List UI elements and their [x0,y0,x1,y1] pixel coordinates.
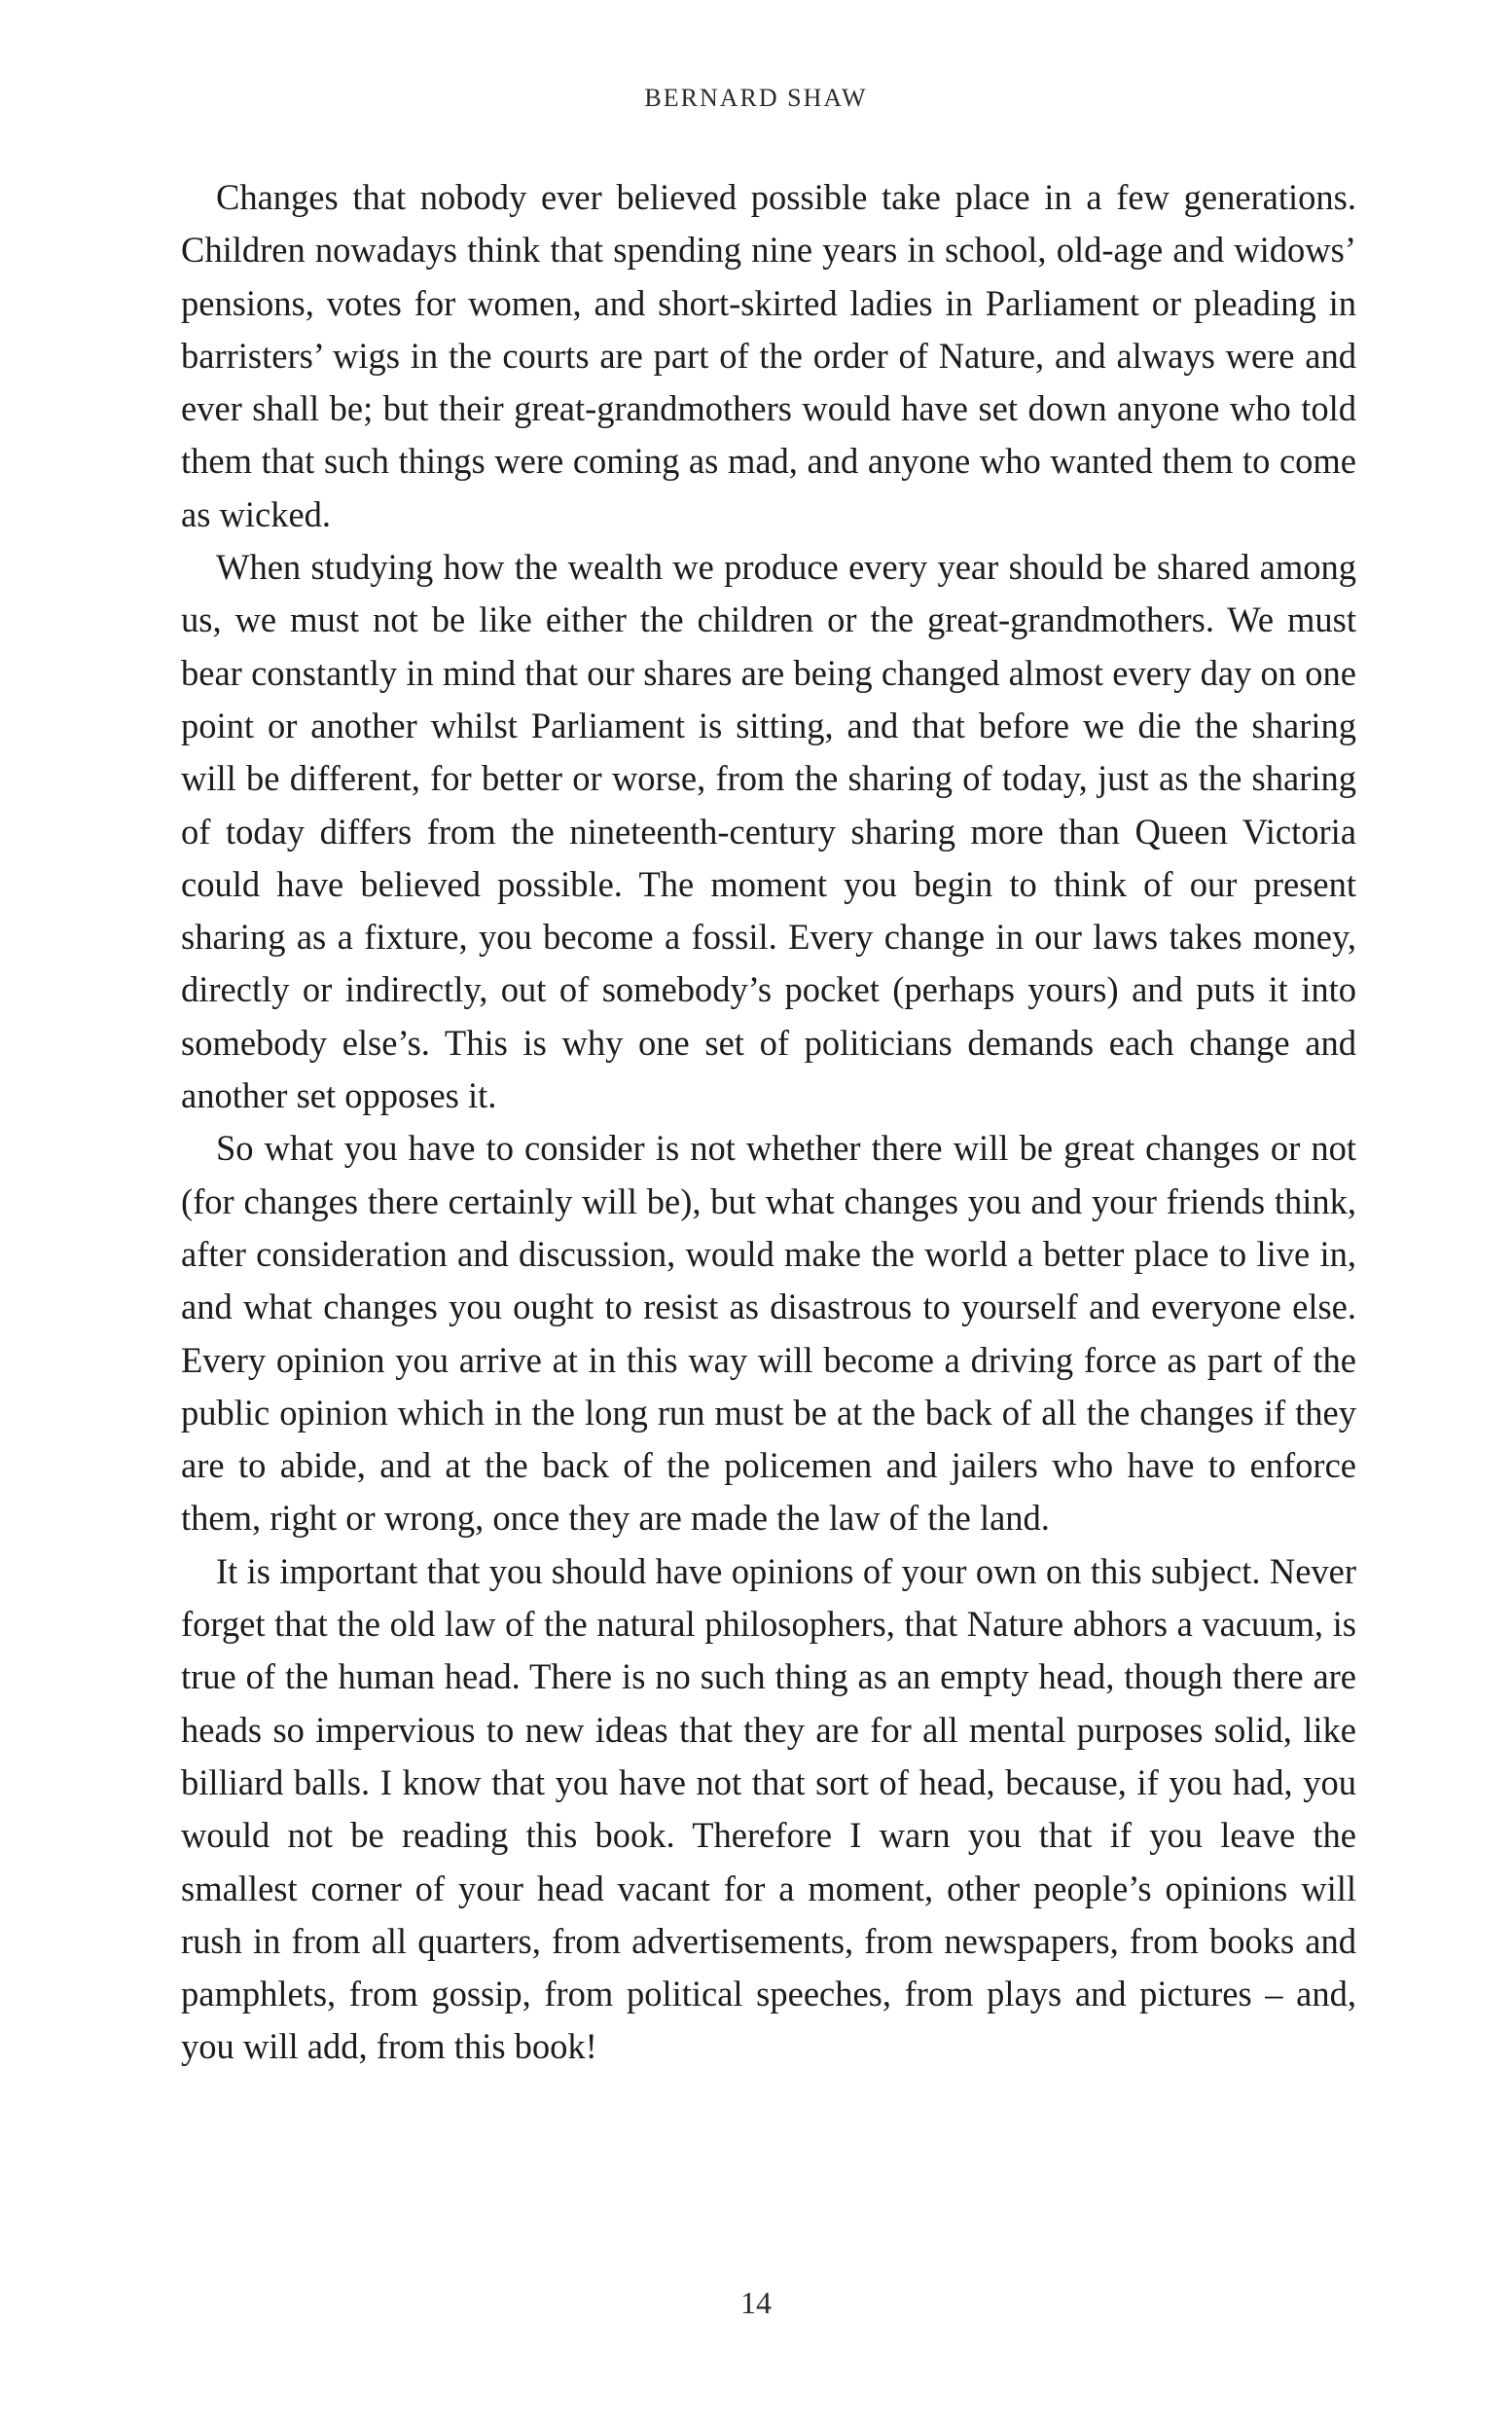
paragraph-1: Changes that nobody ever believed possible take place in a few generations. Children nowadays think that spending nine years in school, old-age and widows’ pensions, votes for women, and short-skirted ladies in Parliament or pleading in barristers’ wigs in the courts are part of the order of Nature, and always were and ever shall be; but their great-grandmothers would have set down anyone who told them that such things were coming as mad, and anyone who wanted them to come as wicked. [181,177,1356,534]
paragraph-4: It is important that you should have opinions of your own on this subject. Never forget that the old law of the natural philosophers, that Nature abhors a vacuum, is true of the human head. There is no such thing as an empty head, though there are heads so impervious to new ideas that they are for all mental purposes solid, like billiard balls. I know that you have not that sort of head, because, if you had, you would not be reading this book. Therefore I warn you that if you leave the smallest corner of your head vacant for a moment, other people’s opinions will rush in from all quarters, from advertisements, from newspapers, from books and pamphlets, from gossip, from political speeches, from plays and pictures – and, you will add, from this book! [181,1550,1356,2067]
body-text [181,171,1356,2074]
page-number: 14 [740,2285,772,2320]
paragraph-3: So what you have to consider is not whether there will be great changes or not (for changes there certainly will be), but what changes you and your friends think, after consideration and discussion, would make the world a better place to live in, and what changes you ought to resist as disastrous to yourself and everyone else. Every opinion you arrive at in this way will become a driving force as part of the public opinion which in the long run must be at the back of all the changes if they are to abide, and at the back of the policemen and jailers who have to enforce them, right or wrong, once they are made the law of the land. [181,1128,1356,1539]
running-head: BERNARD SHAW [644,84,868,112]
paragraph-2: When studying how the wealth we produce every year should be shared among us, we must not be like either the children or the great-grandmothers. We must bear constantly in mind that our shares are being changed almost every day on one point or another whilst Parliament is sitting, and that before we die the sharing will be different, for better or worse, from the sharing of today, just as the sharing of today differs from the nineteenth-century sharing more than Queen Victoria could have believed possible. The moment you begin to think of our present sharing as a fixture, you become a fossil. Every change in our laws takes money, directly or indirectly, out of somebody’s pocket (perhaps yours) and puts it into somebody else’s. This is why one set of politicians demands each change and another set opposes it. [181,547,1356,1116]
